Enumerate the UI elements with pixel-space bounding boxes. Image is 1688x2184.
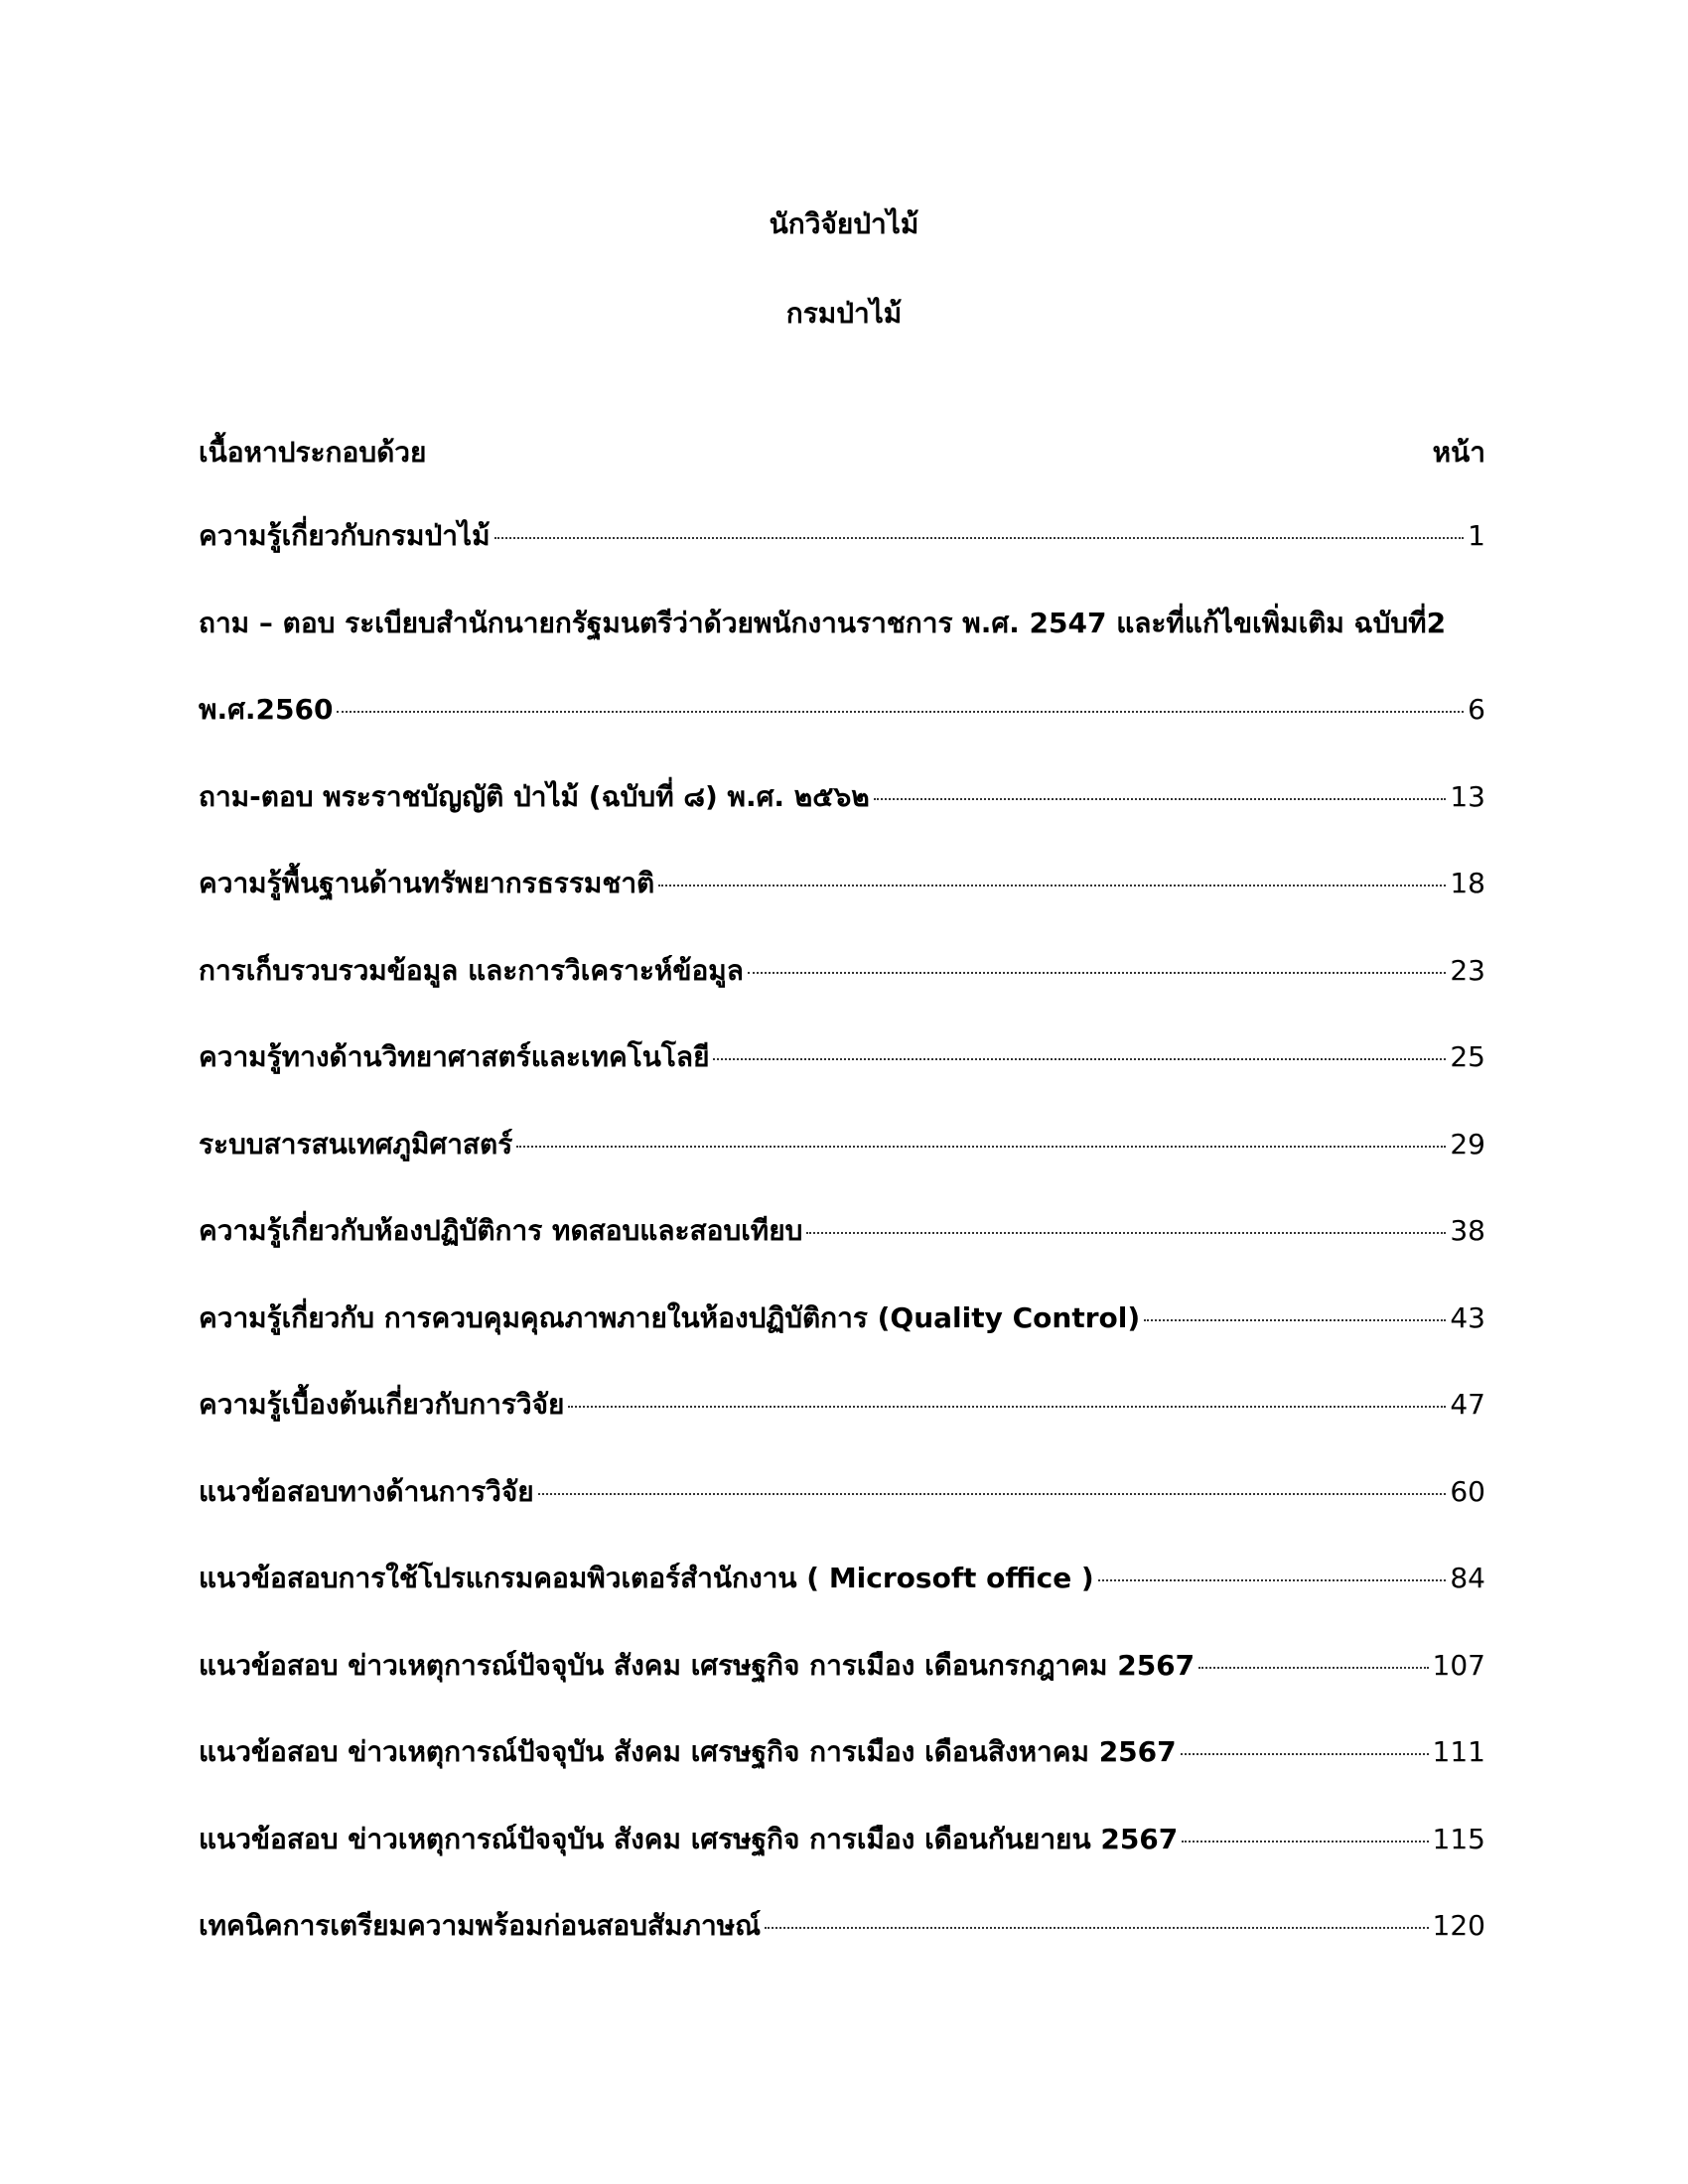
dot-leader xyxy=(1198,1667,1428,1669)
toc-entry[interactable] xyxy=(199,690,1485,777)
toc-entry-title: เทคนิคการเตรียมความพร้อมก่อนสอบสัมภาษณ์ xyxy=(199,1909,762,1942)
toc-entry[interactable] xyxy=(199,1646,1485,1733)
toc-entry[interactable] xyxy=(199,1125,1485,1212)
dot-leader xyxy=(874,798,1447,800)
toc-entry-title: แนวข้อสอบ ข่าวเหตุการณ์ปัจจุบัน สังคม เศรษฐกิจ การเมือง เดือนกรกฎาคม 2567 xyxy=(199,1648,1196,1682)
dot-leader xyxy=(568,1406,1446,1408)
toc-entry-page: 120 xyxy=(1432,1909,1485,1942)
toc-entry-page: 107 xyxy=(1432,1648,1485,1682)
toc-entry-title: ความรู้พื้นฐานด้านทรัพยากรธรรมชาติ xyxy=(199,867,655,899)
toc-entry-title: ความรู้เกี่ยวกับ การควบคุมคุณภาพภายในห้องปฏิบัติการ (Quality Control) xyxy=(199,1300,1141,1334)
toc-entry[interactable] xyxy=(199,1472,1485,1560)
toc-entry-title: ถาม-ตอบ พระราชบัญญัติ ป่าไม้ (ฉบับที่ ๘) พ.ศ. ๒๕๖๒ xyxy=(199,779,870,813)
toc-entry-page: 23 xyxy=(1450,953,1485,987)
toc-header xyxy=(199,433,1485,473)
page-label: หน้า xyxy=(1432,436,1485,469)
document-subtitle: กรมป่าไม้ xyxy=(785,297,903,330)
toc-entry-page: 1 xyxy=(1468,519,1485,552)
toc-entry[interactable] xyxy=(199,516,1485,604)
dot-leader xyxy=(494,537,1465,539)
dot-leader xyxy=(748,972,1446,974)
toc-entry-page: 29 xyxy=(1450,1127,1485,1160)
toc-entry[interactable] xyxy=(199,1385,1485,1472)
dot-leader xyxy=(516,1146,1446,1148)
dot-leader xyxy=(658,885,1446,887)
toc-entry-title: แนวข้อสอบ ข่าวเหตุการณ์ปัจจุบัน สังคม เศรษฐกิจ การเมือง เดือนสิงหาคม 2567 xyxy=(199,1735,1177,1768)
dot-leader xyxy=(337,711,1464,713)
toc-entry-page: 43 xyxy=(1450,1300,1485,1334)
table-of-contents xyxy=(199,516,1485,1993)
toc-entry-title: พ.ศ.2560 xyxy=(199,693,334,726)
toc-entry-page: 115 xyxy=(1432,1822,1485,1855)
dot-leader xyxy=(538,1493,1447,1495)
toc-entry-title: แนวข้อสอบการใช้โปรแกรมคอมพิวเตอร์สำนักงาน ( Microsoft office ) xyxy=(199,1562,1094,1594)
toc-entry-page: 18 xyxy=(1450,867,1485,899)
toc-entry-title: ระบบสารสนเทศภูมิศาสตร์ xyxy=(199,1127,513,1160)
dot-leader xyxy=(1182,1841,1428,1843)
toc-entry[interactable] xyxy=(199,1906,1485,1993)
toc-entry-title: แนวข้อสอบ ข่าวเหตุการณ์ปัจจุบัน สังคม เศรษฐกิจ การเมือง เดือนกันยายน 2567 xyxy=(199,1822,1179,1855)
dot-leader xyxy=(1144,1319,1446,1321)
dot-leader xyxy=(1181,1753,1429,1755)
toc-entry[interactable] xyxy=(199,951,1485,1038)
toc-entry-title: การเก็บรวบรวมข้อมูล และการวิเคราะห์ข้อมูล xyxy=(199,953,744,987)
contents-label: เนื้อหาประกอบด้วย xyxy=(199,436,427,469)
toc-entry-title: ความรู้เกี่ยวกับห้องปฏิบัติการ ทดสอบและสอบเทียบ xyxy=(199,1214,803,1247)
toc-entry[interactable] xyxy=(199,1820,1485,1907)
toc-entry[interactable] xyxy=(199,1211,1485,1298)
toc-entry-title: แนวข้อสอบทางด้านการวิจัย xyxy=(199,1474,534,1508)
toc-entry-page: 6 xyxy=(1468,693,1485,726)
toc-entry-page: 38 xyxy=(1450,1214,1485,1247)
dot-leader xyxy=(713,1058,1446,1060)
toc-entry[interactable] xyxy=(199,777,1485,865)
dot-leader xyxy=(806,1232,1446,1234)
toc-entry-page: 60 xyxy=(1450,1474,1485,1508)
toc-entry-page: 25 xyxy=(1450,1040,1485,1073)
document-title: นักวิจัยป่าไม้ xyxy=(769,207,919,240)
toc-entry[interactable] xyxy=(199,1298,1485,1386)
toc-entry-page: 13 xyxy=(1450,779,1485,813)
toc-entry-title: ความรู้เกี่ยวกับกรมป่าไม้ xyxy=(199,519,491,552)
toc-entry-page: 84 xyxy=(1450,1562,1485,1594)
toc-entry[interactable] xyxy=(199,604,1485,691)
toc-entry-page: 47 xyxy=(1450,1388,1485,1421)
toc-entry-page: 111 xyxy=(1432,1735,1485,1768)
toc-entry-title: ถาม – ตอบ ระเบียบสำนักนายกรัฐมนตรีว่าด้วยพนักงานราชการ พ.ศ. 2547 และที่แก้ไขเพิ่มเติม ฉบับที่2 xyxy=(199,606,1447,639)
toc-entry[interactable] xyxy=(199,1732,1485,1820)
dot-leader xyxy=(765,1927,1428,1929)
dot-leader xyxy=(1098,1579,1447,1581)
toc-entry-title: ความรู้ทางด้านวิทยาศาสตร์และเทคโนโลยี xyxy=(199,1040,710,1073)
toc-entry[interactable] xyxy=(199,864,1485,951)
toc-entry[interactable] xyxy=(199,1559,1485,1646)
toc-entry-title: ความรู้เบื้องต้นเกี่ยวกับการวิจัย xyxy=(199,1388,565,1421)
toc-entry[interactable] xyxy=(199,1037,1485,1125)
